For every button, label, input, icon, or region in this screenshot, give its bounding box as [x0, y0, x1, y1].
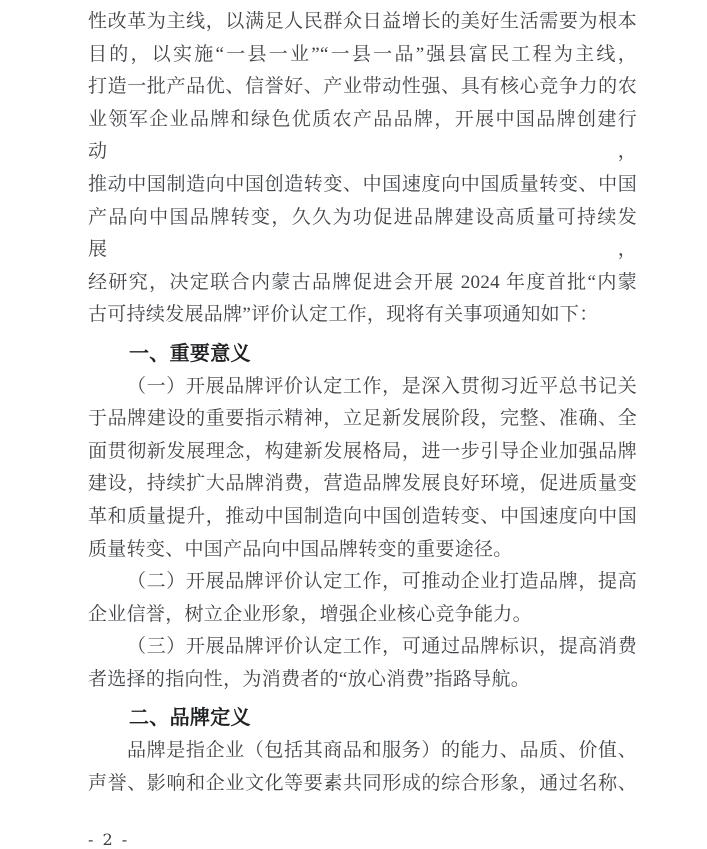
section-heading-2: 二、品牌定义	[129, 707, 251, 730]
document-line: 推动中国制造向中国创造转变、中国速度向中国质量转变、中国	[88, 173, 637, 195]
document-line: （二）开展品牌评价认定工作，可推动企业打造品牌，提高	[127, 571, 637, 593]
document-line: 业领军企业品牌和绿色优质农产品品牌，开展中国品牌创建行动，	[88, 108, 637, 163]
document-line: 于品牌建设的重要指示精神，立足新发展阶段，完整、准确、全	[88, 408, 637, 430]
document-line: （一）开展品牌评价认定工作，是深入贯彻习近平总书记关	[127, 375, 637, 397]
document-line: （三）开展品牌评价认定工作，可通过品牌标识，提高消费	[127, 636, 637, 658]
document-line: 产品向中国品牌转变，久久为功促进品牌建设高质量可持续发展，	[88, 206, 637, 261]
document-line: 经研究，决定联合内蒙古品牌促进会开展 2024 年度首批“内蒙	[88, 271, 637, 293]
document-line: 目的，以实施“一县一业”“一县一品”强县富民工程为主线，	[88, 43, 637, 65]
page-number: - 2 -	[88, 830, 130, 849]
document-line: 者选择的指向性，为消费者的“放心消费”指路导航。	[88, 668, 531, 690]
document-line: 声誉、影响和企业文化等要素共同形成的综合形象，通过名称、	[88, 772, 637, 794]
document-line: 企业信誉，树立企业形象，增强企业核心竞争能力。	[88, 603, 532, 625]
section-heading-1: 一、重要意义	[129, 342, 251, 365]
document-line: 品牌是指企业（包括其商品和服务）的能力、品质、价值、	[127, 740, 637, 762]
document-line: 面贯彻新发展理念，构建新发展格局，进一步引导企业加强品牌	[88, 440, 637, 462]
document-line: 性改革为主线，以满足人民群众日益增长的美好生活需要为根本	[88, 11, 637, 32]
document-line: 质量转变、中国产品向中国品牌转变的重要途径。	[88, 538, 513, 560]
document-line: 革和质量提升，推动中国制造向中国创造转变、中国速度向中国	[88, 505, 637, 527]
document-line: 古可持续发展品牌”评价认定工作，现将有关事项通知如下：	[88, 304, 599, 326]
document-line: 打造一批产品优、信誉好、产业带动性强、具有核心竞争力的农	[88, 76, 637, 98]
document-line: 建设，持续扩大品牌消费，营造品牌发展良好环境，促进质量变	[88, 473, 637, 495]
